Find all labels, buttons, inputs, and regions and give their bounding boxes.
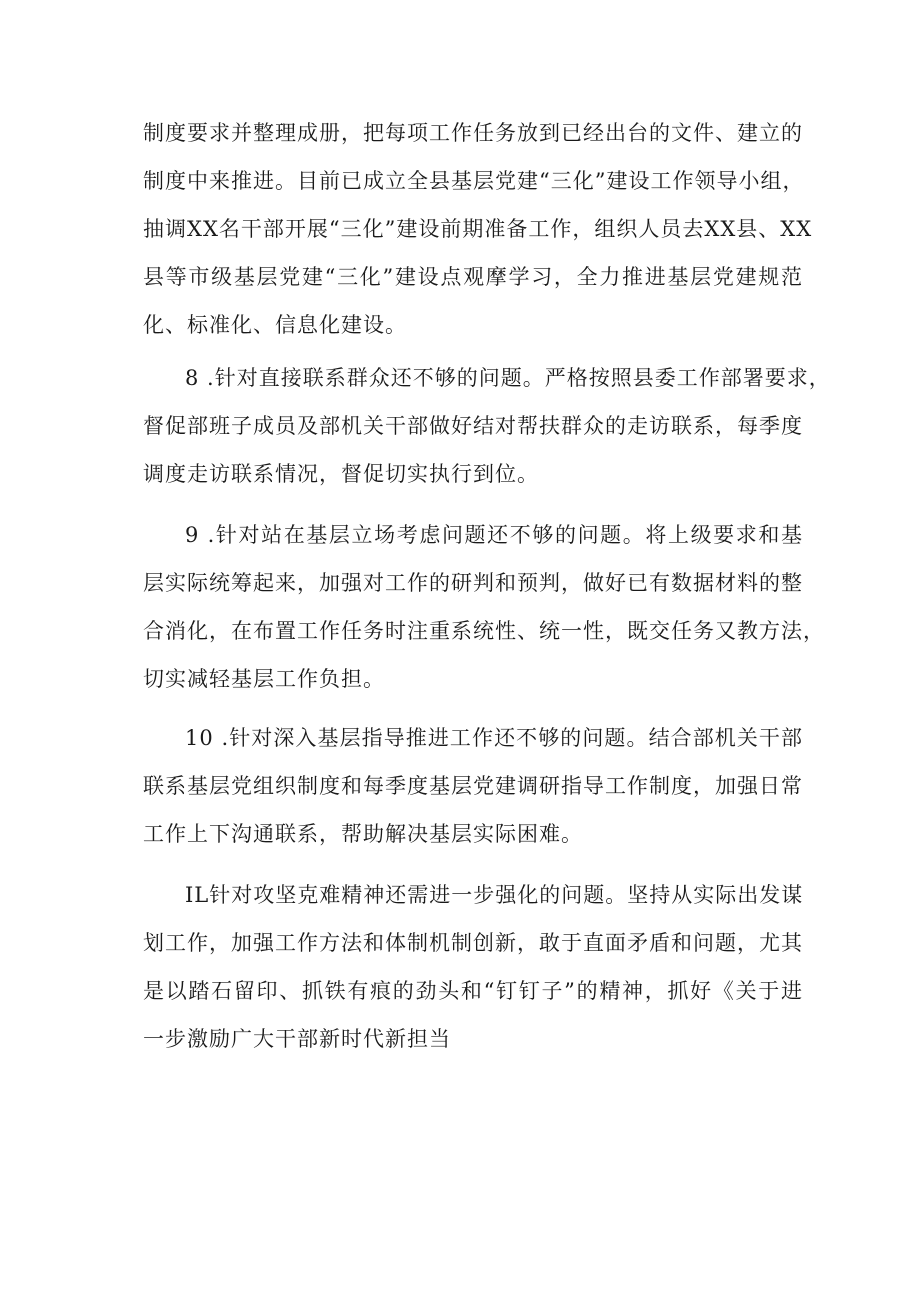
text-line: IL针对攻坚克难精神还需进一步强化的问题。坚持从实际出发谋 (185, 883, 804, 907)
text-line: 10 .针对深入基层指导推进工作还不够的问题。结合部机关干部 (185, 726, 803, 750)
paragraph-continuation (143, 109, 813, 349)
text-line: 化、标准化、信息化建设。 (143, 313, 407, 337)
text-line: 8 .针对直接联系群众还不够的问题。严格按照县委工作部署要求， (185, 366, 831, 390)
paragraph-item-11 (143, 871, 803, 1063)
text-line: 9 .针对站在基层立场考虑问题还不够的问题。将上级要求和基 (185, 523, 803, 547)
text-line: 合消化，在布置工作任务时注重系统性、统一性，既交任务又教方法， (143, 619, 825, 643)
text-line: 层实际统筹起来，加强对工作的研判和预判，做好已有数据材料的整 (143, 571, 803, 595)
paragraph-item-10 (143, 714, 803, 858)
text-line: 抽调XX名干部开展“三化”建设前期准备工作，组织人员去XX县、XX (143, 217, 813, 241)
text-line: 划工作，加强工作方法和体制机制创新，敢于直面矛盾和问题，尤其 (143, 931, 803, 955)
text-line: 制度中来推进。目前已成立全县基层党建“三化”建设工作领导小组， (143, 169, 805, 193)
paragraph-item-8 (143, 354, 831, 498)
text-line: 调度走访联系情况，督促切实执行到位。 (143, 462, 539, 486)
text-line: 县等市级基层党建“三化”建设点观摩学习，全力推进基层党建规范 (143, 265, 803, 289)
text-line: 制度要求并整理成册，把每项工作任务放到已经出台的文件、建立的 (143, 121, 803, 145)
text-line: 工作上下沟通联系，帮助解决基层实际困难。 (143, 822, 583, 846)
text-line: 一步激励广大干部新时代新担当 (143, 1027, 451, 1051)
text-line: 联系基层党组织制度和每季度基层党建调研指导工作制度，加强日常 (143, 774, 803, 798)
text-line: 督促部班子成员及部机关干部做好结对帮扶群众的走访联系，每季度 (143, 414, 803, 438)
text-line: 切实减轻基层工作负担。 (143, 667, 385, 691)
text-line: 是以踏石留印、抓铁有痕的劲头和“钉钉子”的精神，抓好《关于进 (143, 979, 803, 1003)
paragraph-item-9 (143, 511, 825, 703)
